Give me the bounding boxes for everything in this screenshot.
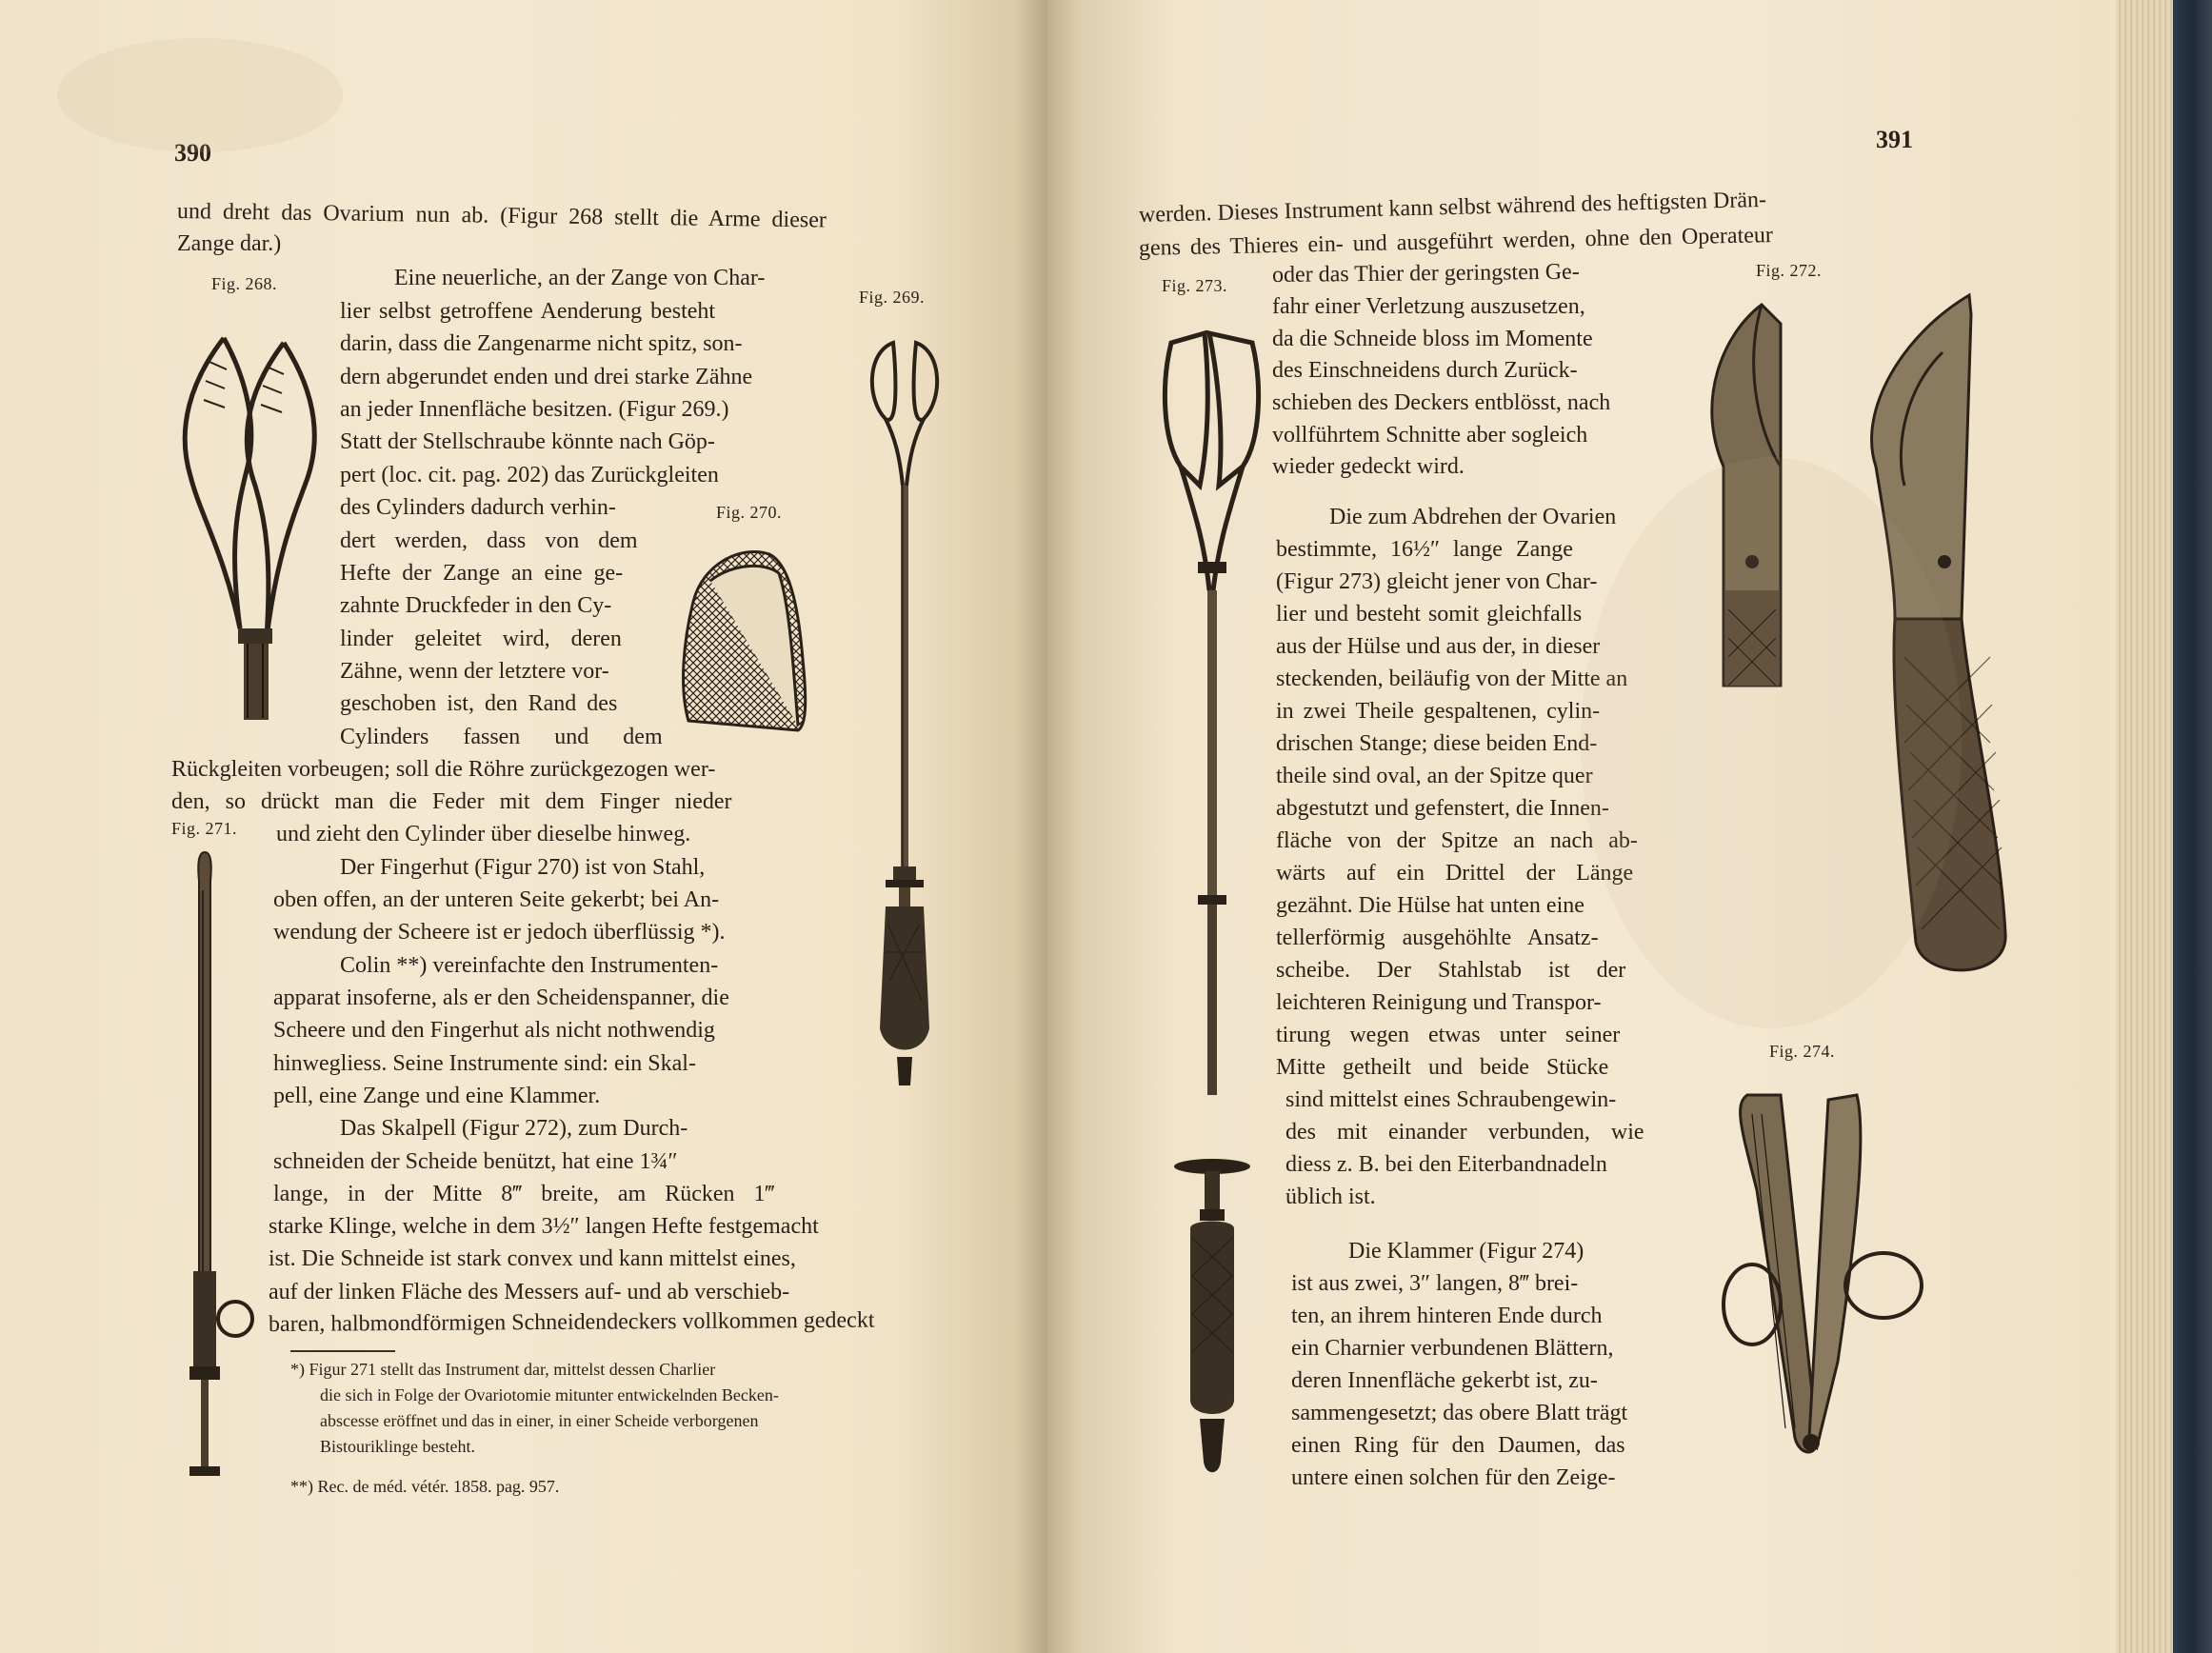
text-line: wendung der Scheere ist er jedoch überflüssig *). xyxy=(273,920,726,945)
footnote-line: *) Figur 271 stellt das Instrument dar, mittelst dessen Charlier xyxy=(290,1360,716,1379)
figure-caption-271: Fig. 271. xyxy=(171,819,238,838)
page-edges xyxy=(2116,0,2173,1653)
text-line: ist. Die Schneide ist stark convex und kann mittelst eines, xyxy=(269,1246,796,1271)
text-line: dert werden, dass von dem xyxy=(340,528,638,553)
text-line: Der Fingerhut (Figur 270) ist von Stahl, xyxy=(340,855,706,880)
text-line: gens des Thieres ein- und ausgeführt werden, ohne den Operateur xyxy=(1138,223,1774,261)
text-line: (Figur 273) gleicht jener von Char- xyxy=(1276,569,1598,594)
figure-caption-268: Fig. 268. xyxy=(211,274,278,293)
text-line: deren Innenfläche gekerbt ist, zu- xyxy=(1291,1368,1598,1393)
figure-274-clamp-illustration xyxy=(1704,1076,2028,1476)
text-line: drischen Stange; diese beiden End- xyxy=(1276,731,1598,756)
text-line: wärts auf ein Drittel der Länge xyxy=(1276,861,1634,886)
text-line: untere einen solchen für den Zeige- xyxy=(1291,1465,1616,1490)
text-line: pert (loc. cit. pag. 202) das Zurückgleiten xyxy=(340,463,719,488)
text-line: lange, in der Mitte 8‴ breite, am Rücken 1‴ xyxy=(273,1182,775,1206)
figure-272-scalpel-illustration xyxy=(1666,295,2019,990)
text-line: sammengesetzt; das obere Blatt trägt xyxy=(1291,1401,1628,1425)
text-line: hinwegliess. Seine Instrumente sind: ein Skal- xyxy=(273,1051,696,1076)
text-line: an jeder Innenfläche besitzen. (Figur 269.) xyxy=(340,397,729,422)
text-line: dern abgerundet enden und drei starke Zähne xyxy=(340,365,753,389)
text-line: abgestutzt und gefenstert, die Innen- xyxy=(1276,796,1609,821)
text-line: ist aus zwei, 3″ langen, 8‴ brei- xyxy=(1291,1271,1579,1296)
text-line: fläche von der Spitze an nach ab- xyxy=(1276,828,1638,853)
figure-273-ovary-forceps-illustration xyxy=(1152,324,1276,1476)
text-line: Eine neuerliche, an der Zange von Char- xyxy=(394,266,766,290)
text-line: tellerförmig ausgehöhlte Ansatz- xyxy=(1276,926,1599,950)
text-line: tirung wegen etwas unter seiner xyxy=(1276,1023,1621,1047)
text-line: darin, dass die Zangenarme nicht spitz, son- xyxy=(340,331,743,356)
footnote-rule xyxy=(290,1350,395,1352)
text-line: leichteren Reinigung und Transpor- xyxy=(1276,990,1602,1015)
text-line: Statt der Stellschraube könnte nach Göp- xyxy=(340,429,715,454)
text-line: zahnte Druckfeder in den Cy- xyxy=(340,593,612,618)
figure-caption-269: Fig. 269. xyxy=(859,288,926,307)
text-line: auf der linken Fläche des Messers auf- und ab verschieb- xyxy=(269,1280,790,1304)
text-line: vollführtem Schnitte aber sogleich xyxy=(1272,423,1588,448)
text-line: des Cylinders dadurch verhin- xyxy=(340,495,616,520)
left-page xyxy=(0,0,1047,1653)
text-line: Scheere und den Fingerhut als nicht nothwendig xyxy=(273,1018,715,1043)
paper-stain xyxy=(57,38,343,152)
text-line: wieder gedeckt wird. xyxy=(1272,454,1465,479)
text-line: lier selbst getroffene Aenderung besteht xyxy=(340,299,716,324)
text-line: und dreht das Ovarium nun ab. (Figur 268 stellt die Arme dieser xyxy=(176,199,827,233)
text-line: aus der Hülse und aus der, in dieser xyxy=(1276,634,1601,659)
book-cover-edge xyxy=(2173,0,2212,1653)
figure-268-forceps-illustration xyxy=(171,324,333,724)
text-line: Die zum Abdrehen der Ovarien xyxy=(1329,505,1617,529)
text-line: diess z. B. bei den Eiterbandnadeln xyxy=(1285,1152,1607,1177)
text-line: üblich ist. xyxy=(1285,1185,1376,1209)
figure-caption-272: Fig. 272. xyxy=(1756,261,1823,280)
page-number-right: 391 xyxy=(1876,126,1913,153)
text-line: einen Ring für den Daumen, das xyxy=(1291,1433,1625,1458)
text-line: Mitte getheilt und beide Stücke xyxy=(1276,1055,1609,1080)
text-line: des Einschneidens durch Zurück- xyxy=(1272,358,1578,383)
text-line: steckenden, beiläufig von der Mitte an xyxy=(1276,667,1628,691)
text-line: fahr einer Verletzung auszusetzen, xyxy=(1272,294,1585,319)
text-line: den, so drückt man die Feder mit dem Finger nieder xyxy=(171,789,732,814)
text-line: Zange dar.) xyxy=(177,231,282,256)
text-line: oben offen, an der unteren Seite gekerbt; bei An- xyxy=(273,887,720,912)
footnote-line: Bistouriklinge besteht. xyxy=(320,1437,475,1456)
text-line: da die Schneide bloss im Momente xyxy=(1272,327,1593,351)
text-line: Colin **) vereinfachte den Instrumenten- xyxy=(340,953,719,978)
page-number-left: 390 xyxy=(174,139,211,167)
text-line: und zieht den Cylinder über dieselbe hinweg. xyxy=(276,822,691,846)
text-line: werden. Dieses Instrument kann selbst während des heftigsten Drän- xyxy=(1138,187,1767,228)
text-line: linder geleitet wird, deren xyxy=(340,627,622,651)
figure-270-thimble-illustration xyxy=(674,545,817,735)
text-line: theile sind oval, an der Spitze quer xyxy=(1276,764,1593,788)
text-line: apparat insoferne, als er den Scheidenspanner, die xyxy=(273,986,729,1010)
text-line: ein Charnier verbundenen Blättern, xyxy=(1291,1336,1614,1361)
text-line: oder das Thier der geringsten Ge- xyxy=(1271,259,1580,288)
text-line: Hefte der Zange an eine ge- xyxy=(340,561,624,586)
text-line: scheibe. Der Stahlstab ist der xyxy=(1276,958,1626,983)
text-line: schieben des Deckers entblösst, nach xyxy=(1272,390,1611,415)
footnote-line: abscesse eröffnet und das in einer, in einer Scheide verborgenen xyxy=(320,1411,759,1430)
text-line: Cylinders fassen und dem xyxy=(340,725,663,749)
text-line: gezähnt. Die Hülse hat unten eine xyxy=(1276,893,1584,918)
text-line: des mit einander verbunden, wie xyxy=(1285,1120,1644,1145)
text-line: geschoben ist, den Rand des xyxy=(340,691,618,716)
text-line: ten, an ihrem hinteren Ende durch xyxy=(1291,1304,1603,1328)
footnote-line: die sich in Folge der Ovariotomie mitunter entwickelnden Becken- xyxy=(320,1385,779,1404)
text-line: Zähne, wenn der letztere vor- xyxy=(340,659,609,684)
text-line: starke Klinge, welche in dem 3½″ langen Hefte festgemacht xyxy=(269,1214,819,1239)
text-line: Das Skalpell (Figur 272), zum Durch- xyxy=(340,1116,688,1141)
figure-caption-274: Fig. 274. xyxy=(1769,1042,1836,1061)
right-page xyxy=(1047,0,2133,1653)
text-line: schneiden der Scheide benützt, hat eine 1¾″ xyxy=(273,1149,678,1174)
figure-271-instrument-illustration xyxy=(176,852,262,1490)
text-line: in zwei Theile gespaltenen, cylin- xyxy=(1276,699,1601,724)
figure-caption-273: Fig. 273. xyxy=(1162,276,1228,295)
text-line: lier und besteht somit gleichfalls xyxy=(1276,602,1583,627)
figure-269-long-forceps-illustration xyxy=(857,333,952,1190)
text-line: bestimmte, 16½″ lange Zange xyxy=(1276,537,1573,562)
text-line: sind mittelst eines Schraubengewin- xyxy=(1285,1087,1617,1112)
text-line: Rückgleiten vorbeugen; soll die Röhre zurückgezogen wer- xyxy=(171,757,716,782)
figure-caption-270: Fig. 270. xyxy=(716,503,783,522)
text-line: baren, halbmondförmigen Schneidendeckers vollkommen gedeckt xyxy=(268,1307,875,1337)
text-line: pell, eine Zange und eine Klammer. xyxy=(273,1084,601,1108)
text-line: Die Klammer (Figur 274) xyxy=(1348,1239,1584,1264)
footnote-line: **) Rec. de méd. vétér. 1858. pag. 957. xyxy=(290,1477,560,1496)
